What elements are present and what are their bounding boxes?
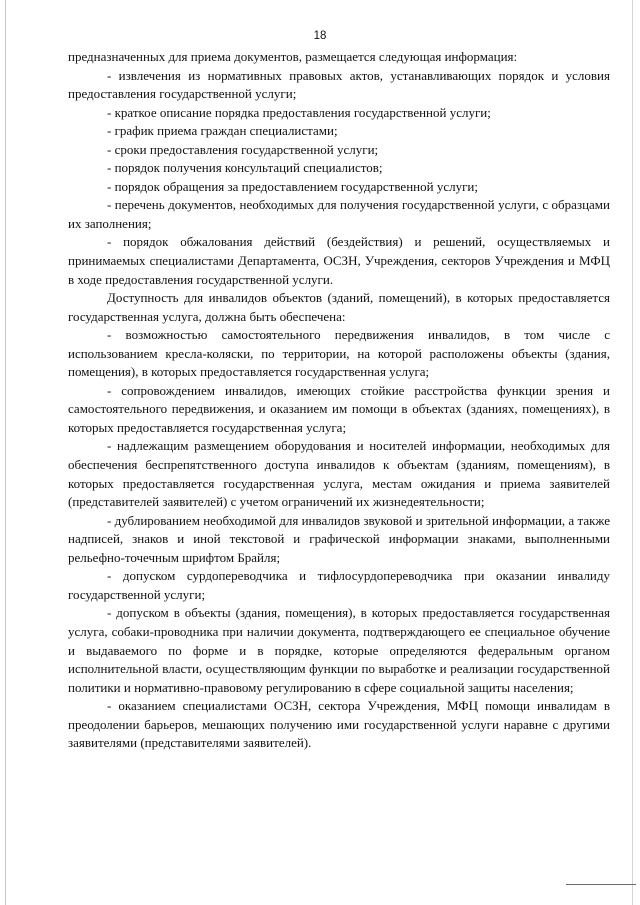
list-item-consultations: - порядок получения консультаций специалистов; bbox=[107, 160, 383, 176]
list-item-documents: - перечень документов, необходимых для получения государственной услуги, с образцами их заполнения; bbox=[68, 197, 610, 231]
document-body bbox=[68, 48, 610, 753]
scan-line-mark bbox=[566, 884, 636, 885]
list-item-mobility: - возможностью самостоятельного передвижения инвалидов, в том числе с использованием кресла-коляски, по территории, на которой расположены объекты (здания, помещения), в которых предоставляется государственная услуга; bbox=[68, 327, 610, 380]
list-item-braille: - дублированием необходимой для инвалидов звуковой и зрительной информации, а также надписей, знаков и иной текстовой и графической информации знаками, выполненными рельефно-точечным шрифтом Брайля; bbox=[68, 512, 610, 565]
paragraph-accessibility: Доступность для инвалидов объектов (зданий, помещений), в которых предоставляется государственная услуга, должна быть обеспечена: bbox=[68, 290, 610, 324]
scan-edge-left bbox=[5, 0, 6, 905]
list-item-barrier-assistance: - оказанием специалистами ОСЗН, сектора Учреждения, МФЦ помощи инвалидам в преодолении барьеров, мешающих получению ими государственной услуги наравне с другими заявителями (представителями заявителей). bbox=[68, 698, 610, 751]
list-item-schedule: - график приема граждан специалистами; bbox=[107, 123, 338, 139]
list-item-brief-description: - краткое описание порядка предоставления государственной услуги; bbox=[107, 104, 491, 120]
list-item-equipment: - надлежащим размещением оборудования и носителей информации, необходимых для обеспечения беспрепятственного доступа инвалидов к объектам (зданиям, помещениям), в которых предоставляется государственная услуга, местам ожидания и приема заявителей (представителей заявителей) с учетом ограничений их жизнедеятельности; bbox=[68, 438, 610, 510]
scan-edge-right bbox=[632, 0, 633, 905]
list-item-sign-interpreter: - допуском сурдопереводчика и тифлосурдопереводчика при оказании инвалиду государственной услуги; bbox=[68, 568, 610, 602]
list-item-extracts: - извлечения из нормативных правовых актов, устанавливающих порядок и условия предоставления государственной услуги; bbox=[68, 67, 610, 102]
page-number: 18 bbox=[313, 30, 327, 42]
paragraph-continuation: предназначенных для приема документов, размещается следующая информация: bbox=[68, 49, 518, 64]
list-item-application-procedure: - порядок обращения за предоставлением государственной услуги; bbox=[107, 178, 478, 194]
list-item-deadlines: - сроки предоставления государственной услуги; bbox=[107, 141, 379, 157]
list-item-guide-dog: - допуском в объекты (здания, помещения), в которых предоставляется государственная услуга, собаки-проводника при наличии документа, подтверждающего ее специальное обучение и выдаваемого по форме и в порядке, которые определяются федеральным органом исполнительной власти, осуществляющим функции по выработке и реализации государственной политики и нормативно-правовому регулированию в сфере социальной защиты населения; bbox=[68, 605, 610, 695]
list-item-appeal: - порядок обжалования действий (бездействия) и решений, осуществляемых и принимаемых специалистами Департамента, ОСЗН, Учреждения, секторов Учреждения и МФЦ в ходе предоставления государственной услуги. bbox=[68, 234, 610, 287]
list-item-escort: - сопровождением инвалидов, имеющих стойкие расстройства функции зрения и самостоятельного передвижения, и оказанием им помощи в объектах (зданиях, помещениях), в которых предоставляется государственная услуга; bbox=[68, 382, 610, 435]
